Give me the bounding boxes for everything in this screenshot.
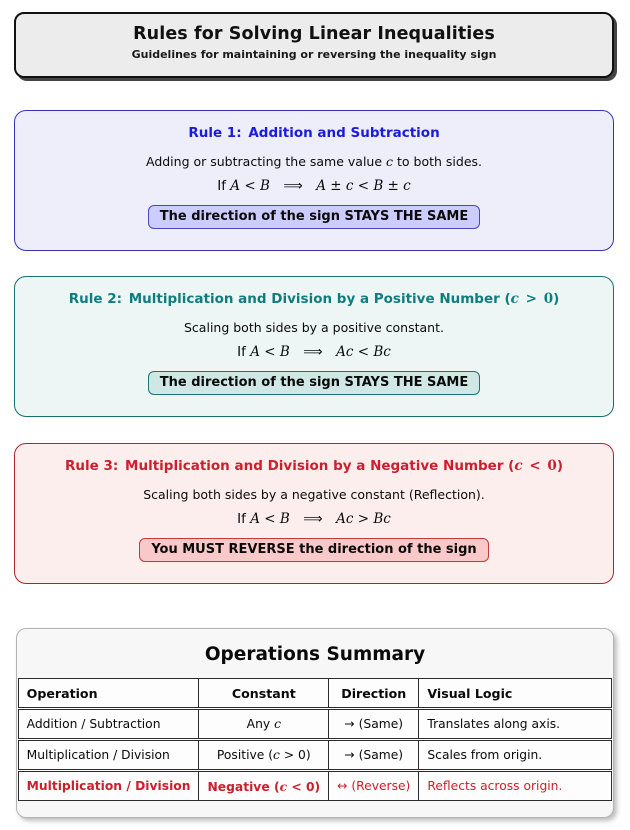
summary-title: Operations Summary — [204, 644, 426, 665]
rule-3-badge: You MUST REVERSE the direction of the sign — [139, 538, 488, 562]
table-cell-visual-logic: Reflects across origin. — [419, 771, 612, 801]
rule-2-badge-row — [15, 371, 613, 395]
rule-card-addition-subtraction — [14, 110, 614, 251]
rule-3-formula: If A < B ⟹ Ac > Bc — [237, 511, 391, 527]
table-header-direction: Direction — [329, 679, 419, 709]
table-cell-constant: Any c — [199, 709, 329, 740]
table-header-constant: Constant — [199, 679, 329, 709]
rule-2-badge: The direction of the sign STAYS THE SAME — [148, 371, 480, 395]
rule-card-positive-multiplication — [14, 276, 614, 417]
rule-1-title: Rule 1: Addition and Subtraction — [188, 125, 440, 141]
table-row — [18, 740, 612, 771]
rule-card-negative-multiplication — [14, 443, 614, 584]
rule-1-badge-row — [15, 205, 613, 229]
table-row — [18, 709, 612, 740]
table-cell-direction: → (Same) — [329, 709, 419, 740]
table-header-row — [18, 679, 612, 709]
table-row-highlighted — [18, 771, 612, 801]
table-cell-constant: Positive (c > 0) — [199, 740, 329, 771]
rule-2-description: Scaling both sides by a positive constant. — [184, 320, 444, 335]
table-cell-visual-logic: Translates along axis. — [419, 709, 612, 740]
summary-box — [16, 628, 614, 818]
table-cell-constant: Negative (c < 0) — [199, 771, 329, 801]
page-title: Rules for Solving Linear Inequalities — [133, 24, 495, 44]
rule-3-badge-row — [15, 538, 613, 562]
rule-2-formula: If A < B ⟹ Ac < Bc — [237, 344, 391, 360]
rule-2-title: Rule 2: Multiplication and Division by a Positive Number (c > 0) — [68, 291, 560, 307]
table-cell-visual-logic: Scales from origin. — [419, 740, 612, 771]
rule-1-description: Adding or subtracting the same value c to both sides. — [145, 154, 483, 169]
table-header-visual-logic: Visual Logic — [419, 679, 612, 709]
table-header-operation: Operation — [18, 679, 199, 709]
page-subtitle: Guidelines for maintaining or reversing the inequality sign — [131, 48, 497, 61]
table-cell-direction: → (Same) — [329, 740, 419, 771]
table-cell-direction: ↔ (Reverse) — [329, 771, 419, 801]
table-cell-operation: Multiplication / Division — [18, 740, 199, 771]
rule-1-formula: If A < B ⟹ A ± c < B ± c — [217, 178, 411, 194]
rule-3-description: Scaling both sides by a negative constant (Reflection). — [143, 487, 485, 502]
rule-1-badge: The direction of the sign STAYS THE SAME — [148, 205, 480, 229]
table-cell-operation: Multiplication / Division — [18, 771, 199, 801]
table-cell-operation: Addition / Subtraction — [18, 709, 199, 740]
operations-table — [18, 678, 613, 801]
rule-3-title: Rule 3: Multiplication and Division by a Negative Number (c < 0) — [65, 458, 563, 474]
header-box — [14, 12, 614, 78]
